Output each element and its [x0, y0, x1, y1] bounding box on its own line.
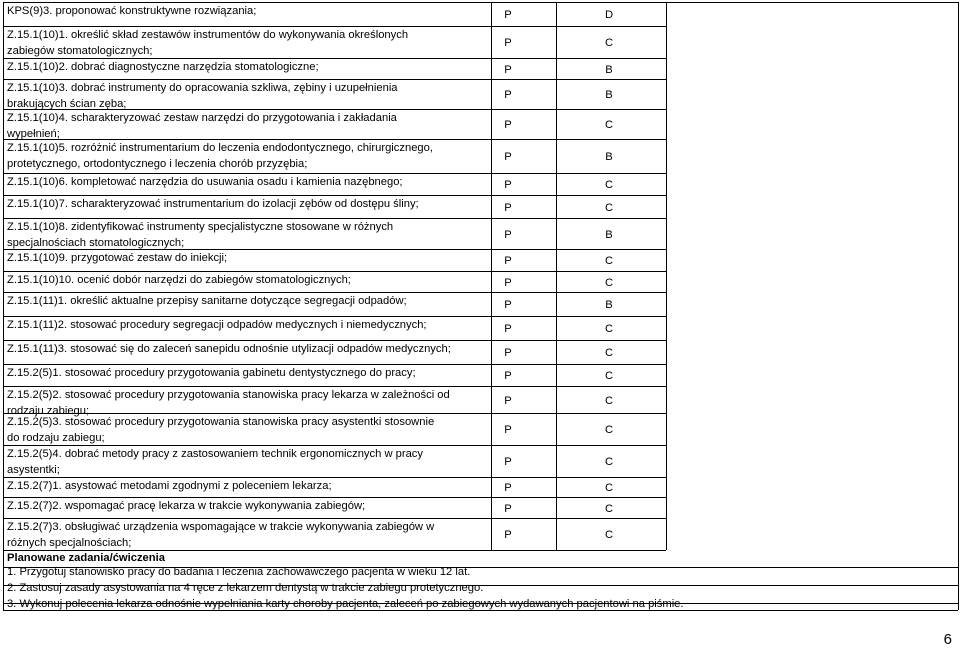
row-divider: [3, 413, 666, 414]
column-divider: [3, 2, 4, 610]
row-divider: [3, 316, 666, 317]
category-code: C: [604, 394, 614, 407]
learning-outcome-text: Z.15.1(11)1. określić aktualne przepisy sanitarne dotyczące segregacji odpadów;: [7, 295, 407, 307]
page-number: 6: [943, 631, 952, 648]
level-code: P: [504, 151, 512, 163]
level-code: P: [504, 255, 512, 267]
planning-item: 2. Zastosuj zasady asystowania na 4 ręce z lekarzem dentystą w trakcie zabiegu protetycznego.: [7, 581, 484, 594]
category-code: B: [605, 299, 613, 311]
category-code: C: [604, 119, 614, 131]
planning-item: 3. Wykonuj polecenia lekarza odnośnie wypełniania karty choroby pacjenta, zaleceń po zabiegowych wydawanych pacjentowi na piśmie.: [7, 597, 684, 610]
category-code: B: [605, 151, 613, 163]
level-code: P: [504, 89, 512, 101]
category-code: C: [604, 370, 614, 382]
learning-outcome-text: KPS(9)3. proponować konstruktywne rozwiązania;: [7, 5, 257, 17]
learning-outcome-text: Z.15.1(10)10. ocenić dobór narzędzi do zabiegów stomatologicznych;: [7, 274, 351, 286]
learning-outcome-text: Z.15.2(5)2. stosować procedury przygotowania stanowiska pracy lekarza w zależności od: [7, 389, 450, 401]
learning-outcome-text: brakujących ścian zęba;: [7, 97, 127, 110]
row-divider: [3, 477, 666, 478]
category-code: B: [605, 89, 613, 101]
category-code: C: [604, 201, 614, 214]
category-code: C: [604, 276, 614, 289]
learning-outcome-text: Z.15.2(5)1. stosować procedury przygotowania gabinetu dentystycznego do pracy;: [7, 367, 416, 379]
learning-outcome-text: specjalnościach stomatologicznych;: [7, 236, 185, 249]
row-divider: [3, 364, 666, 365]
learning-outcome-text: do rodzaju zabiegu;: [7, 431, 105, 444]
row-divider: [3, 497, 666, 498]
row-divider: [666, 2, 958, 3]
level-code: P: [504, 9, 512, 21]
planning-heading: Planowane zadania/ćwiczenia: [7, 552, 165, 564]
learning-outcome-text: różnych specjalnościach;: [7, 536, 132, 549]
learning-outcome-text: Z.15.1(10)5. rozróżnić instrumentarium do leczenia endodontycznego, chirurgicznego,: [7, 142, 433, 154]
planning-item: 1. Przygotuj stanowisko pracy do badania i leczenia zachowawczego pacjenta w wieku 12 lat.: [7, 566, 471, 578]
learning-outcome-text: Z.15.1(10)2. dobrać diagnostyczne narzędzia stomatologiczne;: [7, 61, 319, 73]
category-code: C: [604, 424, 614, 436]
learning-outcome-text: Z.15.2(5)4. dobrać metody pracy z zastosowaniem technik ergonomicznych w pracy: [7, 448, 423, 460]
row-divider: [3, 139, 666, 140]
learning-outcome-text: rodzaju zabiegu;: [7, 404, 90, 417]
row-divider: [3, 2, 666, 3]
learning-outcome-text: Z.15.2(7)3. obsługiwać urządzenia wspomagające w trakcie wykonywania zabiegów w: [7, 521, 435, 533]
learning-outcome-text: Z.15.1(10)6. kompletować narzędzia do usuwania osadu i kamienia nazębnego;: [7, 176, 403, 188]
column-divider: [958, 2, 959, 610]
level-code: P: [504, 37, 512, 49]
learning-outcome-text: Z.15.1(10)9. przygotować zestaw do iniekcji;: [7, 252, 228, 264]
column-divider: [491, 2, 492, 550]
level-code: P: [504, 502, 512, 515]
learning-outcome-text: Z.15.2(7)1. asystować metodami zgodnymi z poleceniem lekarza;: [7, 480, 332, 492]
row-divider: [3, 195, 666, 196]
level-code: P: [504, 63, 512, 76]
category-code: C: [604, 529, 614, 541]
learning-outcome-text: Z.15.1(10)7. scharakteryzować instrumentarium do izolacji zębów od dostępu śliny;: [7, 198, 419, 210]
row-divider: [3, 386, 666, 387]
level-code: P: [504, 179, 512, 191]
row-divider: [3, 340, 666, 341]
row-divider: [3, 445, 666, 446]
learning-outcome-text: Z.15.1(11)2. stosować procedury segregacji odpadów medycznych i niemedycznych;: [7, 319, 427, 331]
row-divider: [3, 292, 666, 293]
category-code: C: [604, 456, 614, 468]
level-code: P: [504, 424, 512, 436]
level-code: P: [504, 228, 512, 241]
learning-outcome-text: Z.15.2(7)2. wspomagać pracę lekarza w trakcie wykonywania zabiegów;: [7, 500, 366, 512]
category-code: C: [604, 179, 614, 191]
row-divider: [3, 173, 666, 174]
learning-outcome-text: Z.15.1(10)4. scharakteryzować zestaw narzędzi do przygotowania i zakładania: [7, 112, 397, 124]
level-code: P: [504, 529, 512, 541]
category-code: B: [605, 63, 613, 76]
level-code: P: [504, 394, 512, 407]
row-divider: [3, 271, 666, 272]
category-code: C: [604, 482, 614, 494]
category-code: B: [605, 228, 613, 241]
level-code: P: [504, 482, 512, 494]
level-code: P: [504, 276, 512, 289]
row-divider: [3, 26, 666, 27]
column-divider: [666, 2, 667, 550]
level-code: P: [504, 323, 512, 335]
learning-outcome-text: Z.15.2(5)3. stosować procedury przygotowania stanowiska pracy asystentki stosownie: [7, 416, 435, 428]
category-code: C: [604, 255, 614, 267]
column-divider: [556, 2, 557, 550]
level-code: P: [504, 201, 512, 214]
category-code: D: [604, 9, 614, 21]
category-code: C: [604, 37, 614, 49]
level-code: P: [504, 299, 512, 311]
row-divider: [3, 58, 666, 59]
category-code: C: [604, 502, 614, 515]
level-code: P: [504, 347, 512, 359]
learning-outcome-text: Z.15.1(10)8. zidentyfikować instrumenty specjalistyczne stosowane w różnych: [7, 221, 394, 233]
row-divider: [3, 79, 666, 80]
category-code: C: [604, 323, 614, 335]
learning-outcome-text: protetycznego, ortodontycznego i leczenia chorób przyzębia;: [7, 157, 308, 170]
row-divider: [3, 518, 666, 519]
level-code: P: [504, 119, 512, 131]
row-divider: [3, 218, 666, 219]
learning-outcome-text: Z.15.1(10)3. dobrać instrumenty do opracowania szkliwa, zębiny i uzupełnienia: [7, 82, 398, 94]
learning-outcome-text: wypełnień;: [7, 127, 60, 140]
level-code: P: [504, 370, 512, 382]
learning-outcome-text: Z.15.1(11)3. stosować się do zaleceń sanepidu odnośnie utylizacji odpadów medycznych;: [7, 343, 451, 355]
learning-outcome-text: Z.15.1(10)1. określić skład zestawów instrumentów do wykonywania określonych: [7, 29, 409, 41]
level-code: P: [504, 456, 512, 468]
learning-outcome-text: zabiegów stomatologicznych;: [7, 44, 153, 57]
learning-outcome-text: asystentki;: [7, 463, 60, 476]
category-code: C: [604, 347, 614, 359]
